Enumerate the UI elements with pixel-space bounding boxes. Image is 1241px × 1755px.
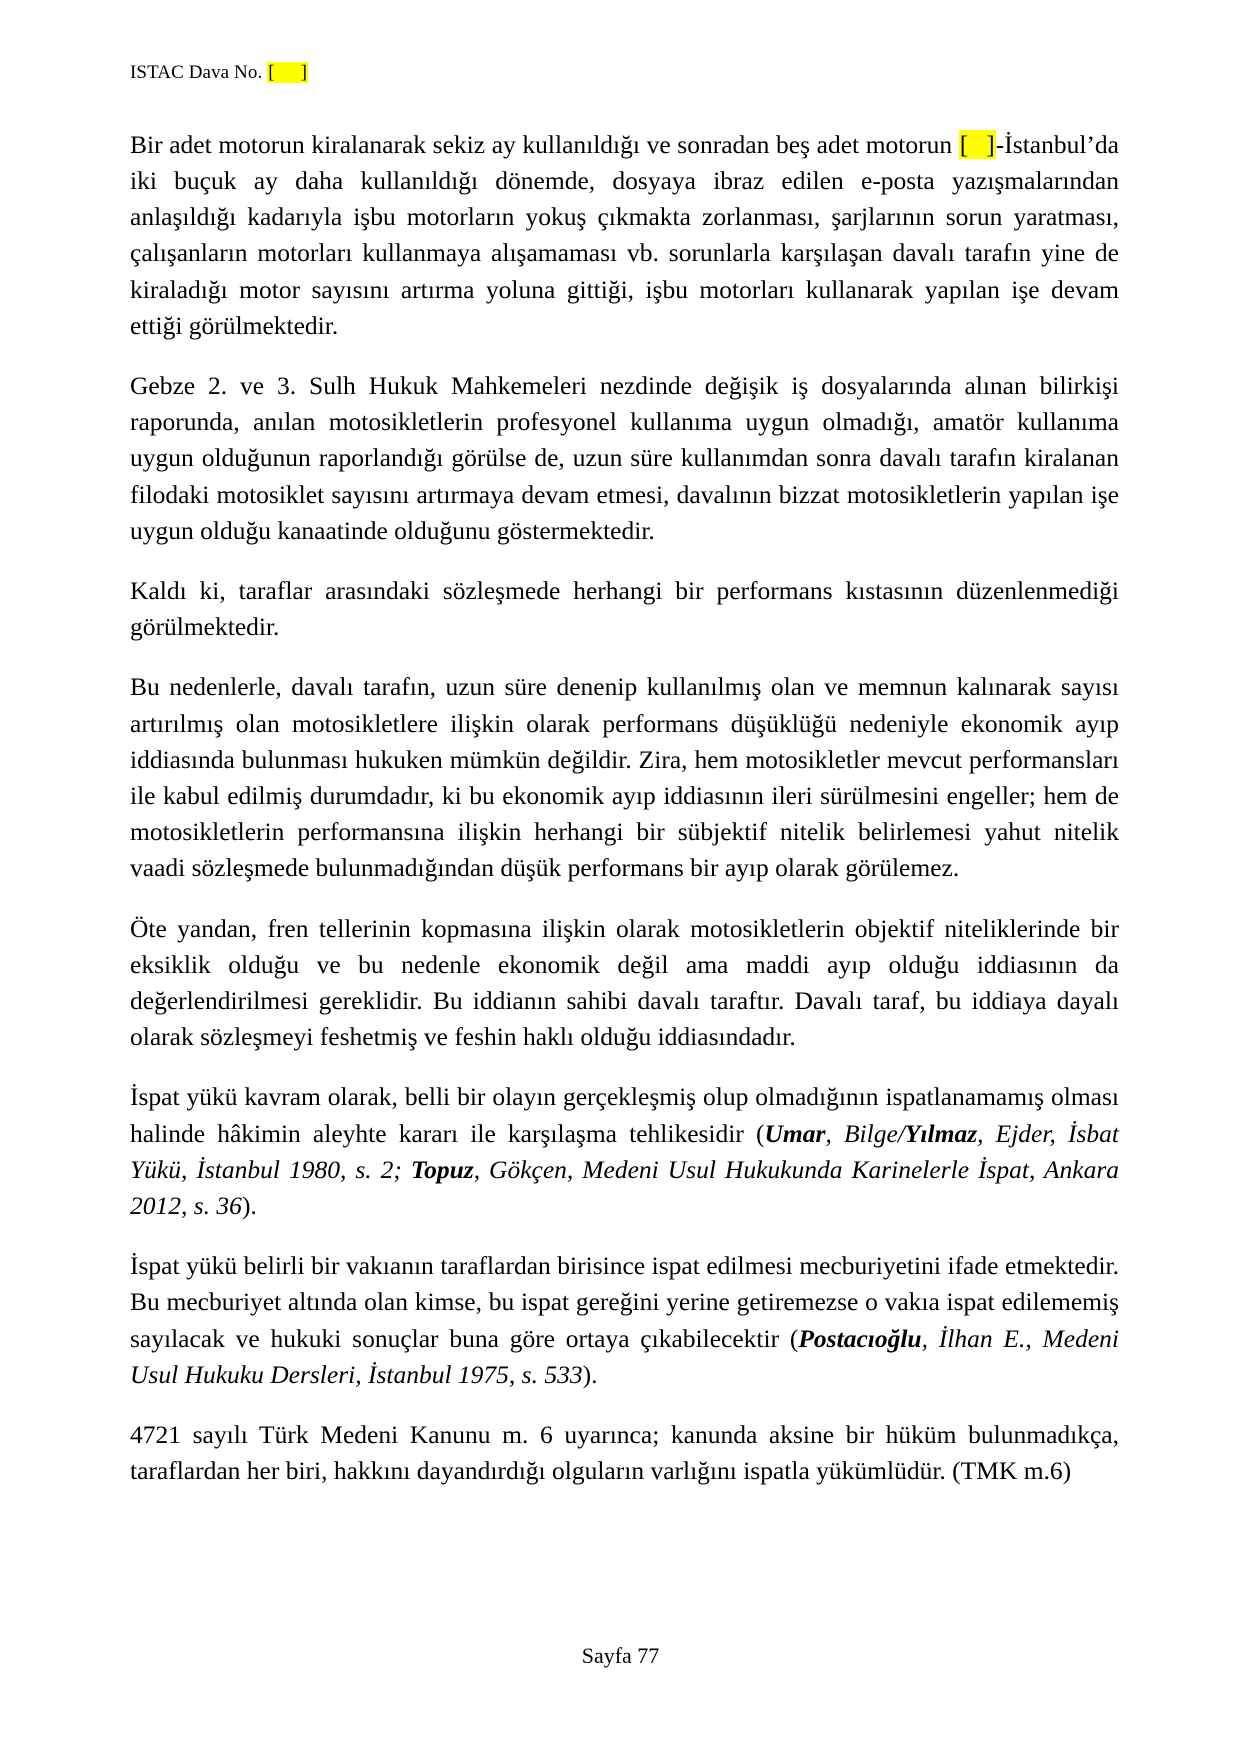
paragraph-7-text: İspat yükü belirli bir vakıanın taraflardan birisince ispat edilmesi mecburiyetini ifade etmektedir. Bu mecburiyet altında olan kimse, bu ispat gereğini yerine getiremezse o vakıa ispat edilememiş sayılacak ve hukuki sonuçlar buna göre ortaya çıkabilecektir ( xyxy=(130,1251,1119,1353)
paragraph-1-redaction xyxy=(959,130,996,159)
citation-text-1: , Bilge/ xyxy=(825,1118,905,1148)
page-number-label: Sayfa 77 xyxy=(581,1643,660,1668)
paragraph-6-text: İspat yükü kavram olarak, belli bir olayın gerçekleşmiş olup olmadığının ispatlanamamış olması halinde hâkimin aleyhte kararı ile karşılaşma tehlikesidir ( xyxy=(130,1082,1119,1148)
citation-author-umar: Umar xyxy=(764,1118,826,1148)
bracket-open: [ xyxy=(268,62,275,83)
case-number-redaction xyxy=(267,62,308,83)
paragraph-5: Öte yandan, fren tellerinin kopmasına ilişkin olarak motosikletlerin objektif niteliklerinde bir eksiklik olduğu ve bu nedenle ekonomik değil ama maddi ayıp olduğu iddiasının da değerlendirilmesi gereklidir. Bu iddianın sahibi davalı taraftır. Davalı taraf, bu iddiaya dayalı olarak sözleşmeyi feshetmiş ve feshin haklı olduğu iddiasındadır. xyxy=(130,913,1119,1052)
citation-text-2: , Ejder, İsbat Yükü, İstanbul 1980, s. 2; xyxy=(130,1118,1119,1184)
paragraph-3: Kaldı ki, taraflar arasındaki sözleşmede herhangi bir performans kıstasının düzenlenmediği görülmektedir. xyxy=(130,576,1119,642)
paragraph-1 xyxy=(130,127,1119,344)
paragraph-6-close: ). xyxy=(241,1191,257,1221)
paragraph-6 xyxy=(130,1079,1119,1224)
bracket-close: ] xyxy=(986,129,995,159)
case-number-header xyxy=(130,62,1119,85)
bracket-close: ] xyxy=(300,62,308,83)
citation-author-topuz: Topuz xyxy=(410,1154,474,1184)
citation-text-4: , İlhan E., Medeni Usul Hukuku Dersleri, İstanbul 1975, s. 533 xyxy=(130,1323,1119,1389)
paragraph-2: Gebze 2. ve 3. Sulh Hukuk Mahkemeleri nezdinde değişik iş dosyalarında alınan bilirkişi raporunda, anılan motosikletlerin profesyonel kullanıma uygun olmadığı, amatör kullanıma uygun olduğunun raporlandığı görülse de, uzun süre kullanımdan sonra davalı tarafın kiralanan filodaki motosiklet sayısını artırmaya devam etmesi, davalının bizzat motosikletlerin yapılan işe uygun olduğu kanaatinde olduğunu göstermektedir. xyxy=(130,371,1119,545)
citation-author-yilmaz: Yılmaz xyxy=(904,1118,978,1148)
citation-author-postacioglu: Postacıoğlu xyxy=(798,1323,922,1353)
bracket-open: [ xyxy=(959,129,969,159)
paragraph-7 xyxy=(130,1248,1119,1393)
paragraph-8: 4721 sayılı Türk Medeni Kanunu m. 6 uyarınca; kanunda aksine bir hüküm bulunmadıkça, taraflardan her biri, hakkını dayandırdığı olguların varlığını ispatla yükümlüdür. (TMK m.6) xyxy=(130,1420,1119,1486)
case-number-label: ISTAC Dava No. xyxy=(130,62,263,83)
paragraph-1-text-b: -İstanbul’da iki buçuk ay daha kullanıldığı dönemde, dosyaya ibraz edilen e-posta yazışmalarından anlaşıldığı kadarıyla işbu motorların yokuş çıkmakta zorlanması, şarjlarının sorun yaratması, çalışanların motorları kullanmaya alışamaması vb. sorunlarla karşılaşan davalı tarafın yine de kiraladığı motor sayısını artırma yoluna gittiği, işbu motorları kullanarak yapılan işe devam ettiği görülmektedir. xyxy=(130,129,1119,340)
citation-text-3: , Gökçen, Medeni Usul Hukukunda Karinelerle İspat, Ankara 2012, s. 36 xyxy=(130,1154,1119,1221)
paragraph-7-close: ). xyxy=(582,1359,598,1389)
paragraph-1-text-a: Bir adet motorun kiralanarak sekiz ay kullanıldığı ve sonradan beş adet motorun xyxy=(130,129,959,159)
paragraph-4: Bu nedenlerle, davalı tarafın, uzun süre denenip kullanılmış olan ve memnun kalınarak sayısı artırılmış olan motosikletlere ilişkin olarak performans düşüklüğü nedeniyle ekonomik ayıp iddiasında bulunması hukuken mümkün değildir. Zira, hem motosikletler mevcut performansları ile kabul edilmiş durumdadır, ki bu ekonomik ayıp iddiasının ileri sürülmesini engeller; hem de motosikletlerin performansına ilişkin herhangi bir sübjektif nitelik belirlemesi yahut nitelik vaadi sözleşmede bulunmadığından düşük performans bir ayıp olarak görülemez. xyxy=(130,672,1119,883)
page-footer xyxy=(0,1643,1241,1669)
